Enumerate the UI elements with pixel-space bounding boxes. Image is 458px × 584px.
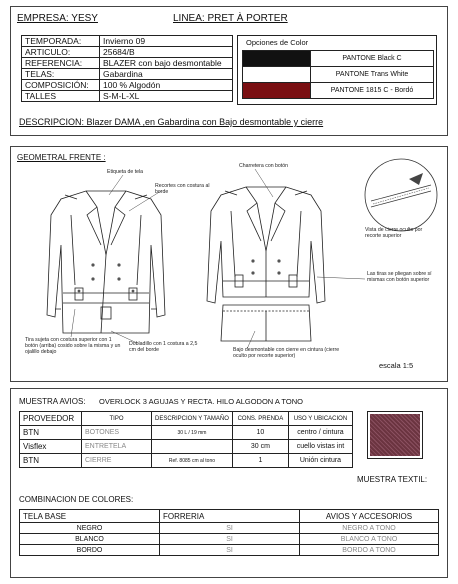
color-options-title: Opciones de Color [246, 38, 309, 47]
avios-header-cell: USO Y UBICACION [288, 412, 352, 426]
combinacion-cell: BLANCO A TONO [300, 534, 439, 545]
combinacion-cell: NEGRO A TONO [300, 523, 439, 534]
spec-value: Invierno 09 [100, 36, 233, 47]
geometral-panel [10, 146, 448, 382]
avios-cell: cuello vistas int [288, 440, 352, 454]
color-option-row [243, 83, 434, 99]
empresa-label: EMPRESA: YESY [17, 13, 98, 24]
combinacion-table [19, 509, 439, 556]
combinacion-cell: NEGRO [20, 523, 160, 534]
descripcion-text: DESCRIPCION: Blazer DAMA ,en Gabardina con Bajo desmontable y cierre [19, 117, 324, 127]
color-swatch [243, 67, 311, 83]
spec-row [22, 36, 233, 47]
muestra-avios-label: MUESTRA AVIOS: [19, 397, 86, 406]
spec-value: Gabardina [100, 69, 233, 80]
combinacion-cell: BORDO A TONO [300, 545, 439, 556]
combinacion-cell: SI [160, 534, 300, 545]
spec-label: TELAS: [22, 69, 100, 80]
avios-cell: Ref. 8085 cm al tono [152, 454, 233, 468]
avios-cell: ENTRETELA [82, 440, 152, 454]
spec-label: REFERENCIA: [22, 58, 100, 69]
combinacion-header-cell: TELA BASE [20, 510, 160, 523]
color-swatch [243, 83, 311, 99]
color-option-name: PANTONE 1815 C - Bordó [311, 83, 434, 99]
avios-panel [10, 388, 448, 578]
avios-row [20, 454, 353, 468]
annot-recortes: Recortes con costura al borde [155, 183, 210, 195]
annot-bajo: Bajo desmontable con cierre en cintura (cierre oculto por recorte superior) [233, 347, 340, 359]
color-option-row [243, 67, 434, 83]
color-options-box [237, 35, 437, 105]
avios-cell: 10 [232, 426, 288, 440]
avios-cell: CIERRE [82, 454, 152, 468]
avios-header-row [20, 412, 353, 426]
textile-swatch [367, 411, 423, 459]
avios-row [20, 426, 353, 440]
combinacion-title: COMBINACION DE COLORES: [19, 495, 134, 504]
annot-tira-sujeta: Tira sujeta con costura superior con 1 botón (arriba) cosido sobre la misma y un ojalillo debajo [25, 337, 121, 355]
spec-value: S-M-L-XL [100, 91, 233, 102]
annotation-leader-lines [11, 147, 449, 383]
color-swatch [243, 51, 311, 67]
annot-dobladillo: Dobladillo con 1 costura a 2,5 cm del borde [129, 341, 198, 353]
avios-cell: centro / cintura [288, 426, 352, 440]
avios-cell: BTN [20, 426, 82, 440]
combinacion-row [20, 545, 439, 556]
spec-row [22, 80, 233, 91]
avios-header-cell: DESCRIPCION Y TAMAÑO [152, 412, 233, 426]
muestra-avios-text: OVERLOCK 3 AGUJAS Y RECTA. HILO ALGODON A TONO [99, 397, 303, 406]
combinacion-header-cell: FORRERIA [160, 510, 300, 523]
combinacion-row [20, 534, 439, 545]
avios-header-cell: CONS. PRENDA [232, 412, 288, 426]
annot-tiras: Las tiras se pliegan sobre sí mismas con botón superior [367, 271, 432, 283]
avios-cell: 1 [232, 454, 288, 468]
textile-swatch-fill [370, 414, 420, 456]
spec-table [21, 35, 233, 102]
color-option-name: PANTONE Trans White [311, 67, 434, 83]
geometral-title: GEOMETRAL FRENTE : [17, 153, 106, 162]
spec-value: 25684/B [100, 47, 233, 58]
color-option-name: PANTONE Black C [311, 51, 434, 67]
spec-row [22, 47, 233, 58]
avios-table [19, 411, 353, 468]
combinacion-header-row [20, 510, 439, 523]
combinacion-cell: SI [160, 545, 300, 556]
escala-label: escala 1:5 [379, 361, 414, 370]
linea-label: LINEA: PRET À PORTER [173, 13, 288, 24]
avios-cell: 30 cm [232, 440, 288, 454]
avios-cell: Visflex [20, 440, 82, 454]
avios-cell: BTN [20, 454, 82, 468]
avios-cell: 30 L / 19 mm [152, 426, 233, 440]
combinacion-header-cell: AVIOS Y ACCESORIOS [300, 510, 439, 523]
annot-vista-cierre: Vista de cierre oculto por recorte superior [365, 227, 423, 239]
spec-row [22, 58, 233, 69]
combinacion-cell: SI [160, 523, 300, 534]
avios-header-cell: PROVEEDOR [20, 412, 82, 426]
annot-etiqueta: Etiqueta de tela [107, 169, 144, 175]
spec-value: 100 % Algodón [100, 80, 233, 91]
combinacion-row [20, 523, 439, 534]
color-option-row [243, 51, 434, 67]
spec-row [22, 91, 233, 102]
annot-charretera: Charretera con botón [239, 163, 289, 169]
avios-cell [152, 440, 233, 454]
spec-label: COMPOSICIÓN: [22, 80, 100, 91]
avios-row [20, 440, 353, 454]
spec-panel [10, 6, 448, 136]
spec-label: ARTICULO: [22, 47, 100, 58]
muestra-textil-label: MUESTRA TEXTIL: [357, 475, 428, 484]
spec-label: TALLES [22, 91, 100, 102]
spec-value: BLAZER con bajo desmontable [100, 58, 233, 69]
avios-cell: Unión cintura [288, 454, 352, 468]
combinacion-cell: BLANCO [20, 534, 160, 545]
avios-cell: BOTONES [82, 426, 152, 440]
spec-label: TEMPORADA: [22, 36, 100, 47]
combinacion-cell: BORDO [20, 545, 160, 556]
spec-row [22, 69, 233, 80]
color-options-table [242, 50, 434, 99]
avios-header-cell: TIPO [82, 412, 152, 426]
